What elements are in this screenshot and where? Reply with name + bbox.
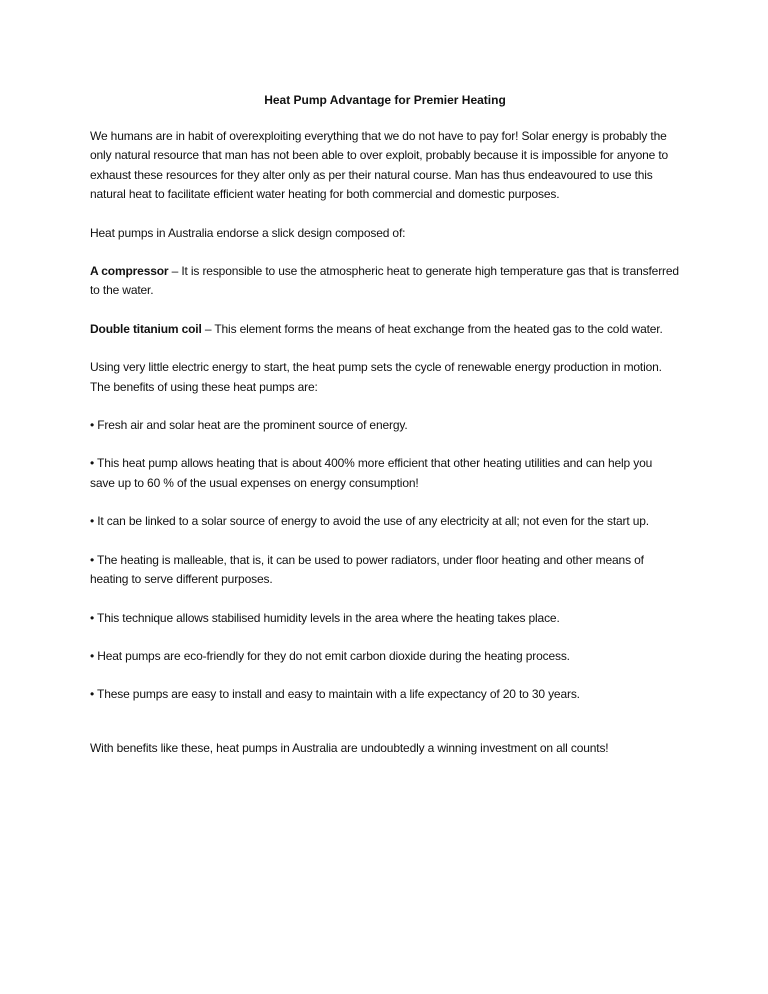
conclusion-paragraph: With benefits like these, heat pumps in Australia are undoubtedly a winning investment on all counts! <box>90 740 609 755</box>
component-description: – It is responsible to use the atmospheric heat to generate high temperature gas that is transferred to the water. <box>90 264 679 298</box>
component-term: A compressor <box>90 264 169 279</box>
intro-paragraph: We humans are in habit of overexploiting everything that we do not have to pay for! Solar energy is probably the only natural resource that man has not been able to over exploit, probably because it is impossible for anyone to exhaust these resources for they alter only as per their natural course. Man has thus endeavoured to use this natural heat to facilitate efficient water heating for both commercial and domestic purposes. <box>90 129 669 202</box>
benefit-item: • This technique allows stabilised humidity levels in the area where the heating takes place. <box>90 610 560 625</box>
benefit-item: • The heating is malleable, that is, it can be used to power radiators, under floor heating and other means of heating to serve different purposes. <box>90 552 644 587</box>
benefit-item: • Fresh air and solar heat are the prominent source of energy. <box>90 418 408 433</box>
benefit-item: • It can be linked to a solar source of energy to avoid the use of any electricity at all; not even for the start up. <box>90 514 649 529</box>
benefits-intro-paragraph: Using very little electric energy to start, the heat pump sets the cycle of renewable energy production in motion. The benefits of using these heat pumps are: <box>90 360 662 394</box>
benefit-item: • These pumps are easy to install and easy to maintain with a life expectancy of 20 to 30 years. <box>90 687 580 702</box>
component-compressor <box>90 262 680 301</box>
component-term: Double titanium coil <box>90 321 202 336</box>
document-title: Heat Pump Advantage for Premier Heating <box>264 93 506 107</box>
benefit-item: • Heat pumps are eco-friendly for they do not emit carbon dioxide during the heating process. <box>90 648 570 663</box>
benefit-item: • This heat pump allows heating that is about 400% more efficient that other heating utilities and can help you save up to 60 % of the usual expenses on energy consumption! <box>90 456 653 490</box>
document-body <box>90 90 680 777</box>
component-titanium-coil <box>90 320 680 339</box>
component-description: – This element forms the means of heat exchange from the heated gas to the cold water. <box>201 321 663 336</box>
design-intro-paragraph: Heat pumps in Australia endorse a slick design composed of: <box>90 225 406 240</box>
